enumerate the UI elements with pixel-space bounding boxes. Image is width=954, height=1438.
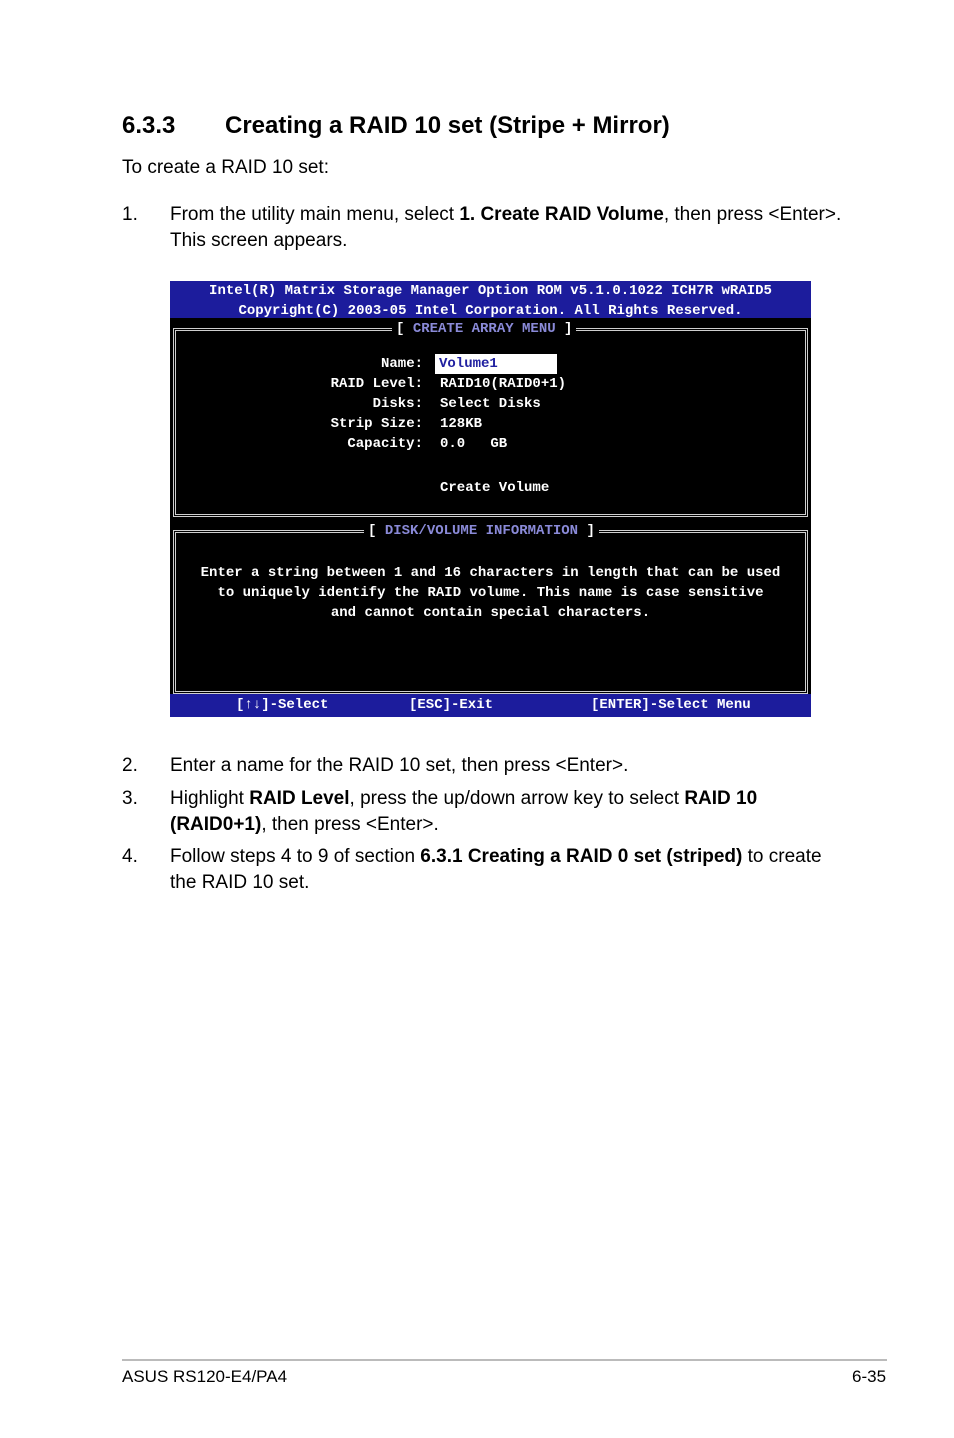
name-input[interactable]: Volume1 bbox=[435, 354, 557, 374]
step-4: 4. Follow steps 4 to 9 of section 6.3.1 Creating a RAID 0 set (striped) to create the RAID 10 set. bbox=[122, 846, 822, 893]
step-number: 2. bbox=[122, 755, 138, 776]
step-number: 1. bbox=[122, 204, 138, 225]
section-number: 6.3.3 bbox=[122, 112, 176, 139]
intro-text: To create a RAID 10 set: bbox=[122, 157, 329, 178]
info-line: and cannot contain special characters. bbox=[330, 605, 651, 621]
field-label-name: Name: bbox=[380, 356, 423, 372]
strip-size-value[interactable]: 128KB bbox=[440, 416, 483, 432]
footer-exit-hint: [ESC]-Exit bbox=[409, 697, 494, 713]
step-number: 3. bbox=[122, 788, 138, 809]
bios-header-line2: Copyright(C) 2003-05 Intel Corporation. All Rights Reserved. bbox=[238, 303, 743, 319]
footer-product-name: ASUS RS120-E4/PA4 bbox=[122, 1367, 288, 1386]
footer-divider bbox=[122, 1359, 887, 1361]
section-title: Creating a RAID 10 set (Stripe + Mirror) bbox=[225, 112, 670, 139]
field-label-disks: Disks: bbox=[372, 396, 423, 412]
bios-header-line1: Intel(R) Matrix Storage Manager Option ROM v5.1.0.1022 ICH7R wRAID5 bbox=[209, 283, 772, 299]
step-number: 4. bbox=[122, 846, 138, 867]
info-line: to uniquely identify the RAID volume. This name is case sensitive bbox=[217, 585, 764, 601]
footer-enter-hint: [ENTER]-Select Menu bbox=[591, 697, 751, 713]
section-heading bbox=[122, 112, 670, 140]
capacity-value[interactable]: 0.0 GB bbox=[440, 436, 508, 452]
bios-header bbox=[170, 281, 811, 318]
step-3: 3. Highlight RAID Level, press the up/down arrow key to select RAID 10 (RAID0+1), then press <Enter>. bbox=[122, 788, 758, 835]
footer-select-hint: [↑↓]-Select bbox=[236, 697, 329, 713]
create-volume-button[interactable]: Create Volume bbox=[440, 480, 550, 496]
disks-value[interactable]: Select Disks bbox=[440, 396, 541, 412]
step-2: 2. Enter a name for the RAID 10 set, then press <Enter>. bbox=[122, 753, 852, 779]
create-array-title: [ CREATE ARRAY MENU ] bbox=[392, 320, 576, 338]
bios-footer bbox=[170, 694, 811, 717]
field-label-capacity: Capacity: bbox=[347, 436, 423, 452]
bios-screenshot bbox=[170, 281, 811, 717]
info-title: [ DISK/VOLUME INFORMATION ] bbox=[364, 522, 599, 540]
info-line: Enter a string between 1 and 16 characters in length that can be used bbox=[200, 565, 781, 581]
field-label-raid-level: RAID Level: bbox=[330, 376, 423, 392]
footer-page-number: 6-35 bbox=[852, 1367, 887, 1386]
step-1: 1. From the utility main menu, select 1. Create RAID Volume, then press <Enter>. This screen appears. bbox=[122, 204, 842, 251]
raid-level-value[interactable]: RAID10(RAID0+1) bbox=[440, 376, 567, 392]
field-label-strip-size: Strip Size: bbox=[330, 416, 423, 432]
